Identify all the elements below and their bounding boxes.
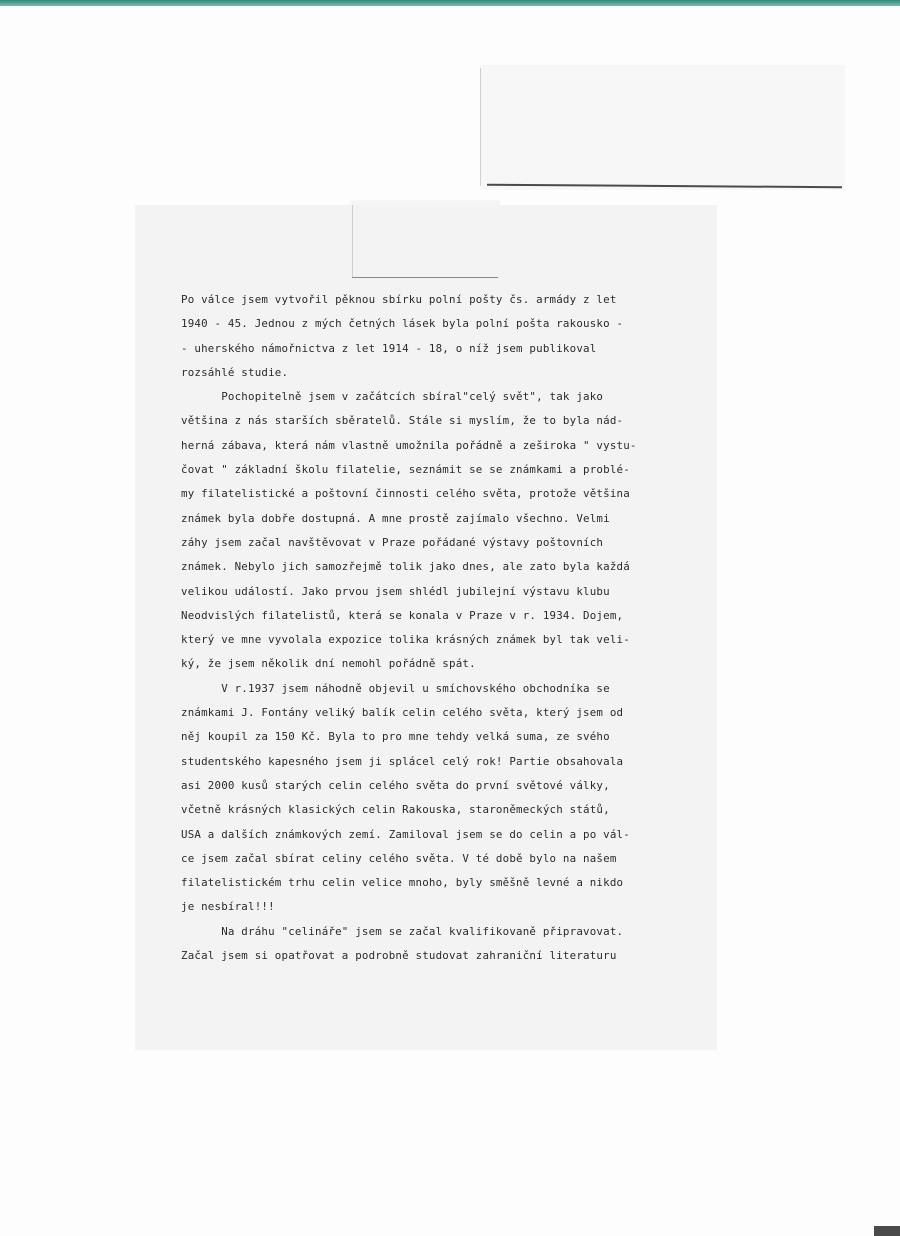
- text-line: je nesbíral!!!: [181, 900, 275, 914]
- fragment-rule: [352, 277, 498, 278]
- text-line: USA a dalších známkových zemí. Zamiloval jsem se do celin a po vál-: [181, 827, 630, 841]
- text-line: čovat " základní školu filatelie, seznámit se se známkami a problé-: [181, 463, 630, 477]
- text-line: Po válce jsem vytvořil pěknou sbírku polní pošty čs. armády z let: [181, 293, 617, 306]
- text-line: studentského kapesného jsem ji splácel celý rok! Partie obsahovala: [181, 754, 624, 768]
- fragment-edge: [480, 68, 481, 186]
- text-line: - uherského námořnictva z let 1914 - 18, o níž jsem publikoval: [181, 341, 597, 355]
- text-line: ce jsem začal sbírat celiny celého světa. V té době bylo na našem: [181, 851, 617, 865]
- text-line: filatelistickém trhu celin velice mnoho, byly směšně levné a nikdo: [181, 876, 624, 890]
- paper-fragment-top: [480, 65, 845, 190]
- text-line: Začal jsem si opatřovat a podrobně studovat zahraniční literaturu: [181, 949, 617, 963]
- text-line: záhy jsem začal navštěvovat v Praze pořádané výstavy poštovních: [181, 535, 604, 549]
- text-line: známkami J. Fontány veliký balík celin celého světa, který jsem od: [181, 706, 624, 720]
- text-line: ký, že jsem několik dní nemohl pořádně spát.: [181, 657, 476, 671]
- text-line: Neodvislých filatelistů, která se konala v Praze v r. 1934. Dojem,: [181, 608, 624, 622]
- text-line: 1940 - 45. Jednou z mých četných lásek byla polní pošta rakousko -: [181, 317, 624, 331]
- text-line: velikou událostí. Jako prvou jsem shlédl jubilejní výstavu klubu: [181, 584, 610, 598]
- text-line: který ve mne vyvolala expozice tolika krásných známek byl tak veli-: [181, 633, 630, 647]
- page-top-edge: [0, 0, 900, 6]
- scan-corner-mark: [874, 1226, 900, 1236]
- text-line: něj koupil za 150 Kč. Byla to pro mne tehdy velká suma, ze svého: [181, 730, 610, 744]
- text-line: většina z nás starších sběratelů. Stále si myslím, že to byla nád-: [181, 414, 624, 428]
- text-line: V r.1937 jsem náhodně objevil u smíchovského obchodníka se: [181, 681, 610, 695]
- text-line: rozsáhlé studie.: [181, 365, 289, 379]
- fragment-edge: [352, 205, 353, 278]
- text-line: my filatelistické a poštovní činnosti celého světa, protože většina: [181, 487, 630, 501]
- text-line: herná zábava, která nám vlastně umožnila pořádně a zeširoka " vystu-: [181, 438, 637, 452]
- text-line: včetně krásných klasických celin Rakouska, staroněmeckých států,: [181, 803, 610, 817]
- text-line: Na dráhu "celináře" jsem se začal kvalifikovaně připravovat.: [181, 924, 624, 938]
- text-line: známek. Nebylo jich samozřejmě tolik jako dnes, ale zato byla každá: [181, 560, 630, 574]
- typewritten-text: [181, 288, 661, 968]
- text-line: známek byla dobře dostupná. A mne prostě zajímalo všechno. Velmi: [181, 511, 610, 525]
- text-line: asi 2000 kusů starých celin celého světa do první světové války,: [181, 778, 610, 792]
- text-line: Pochopitelně jsem v začátcích sbíral"celý svět", tak jako: [181, 390, 604, 404]
